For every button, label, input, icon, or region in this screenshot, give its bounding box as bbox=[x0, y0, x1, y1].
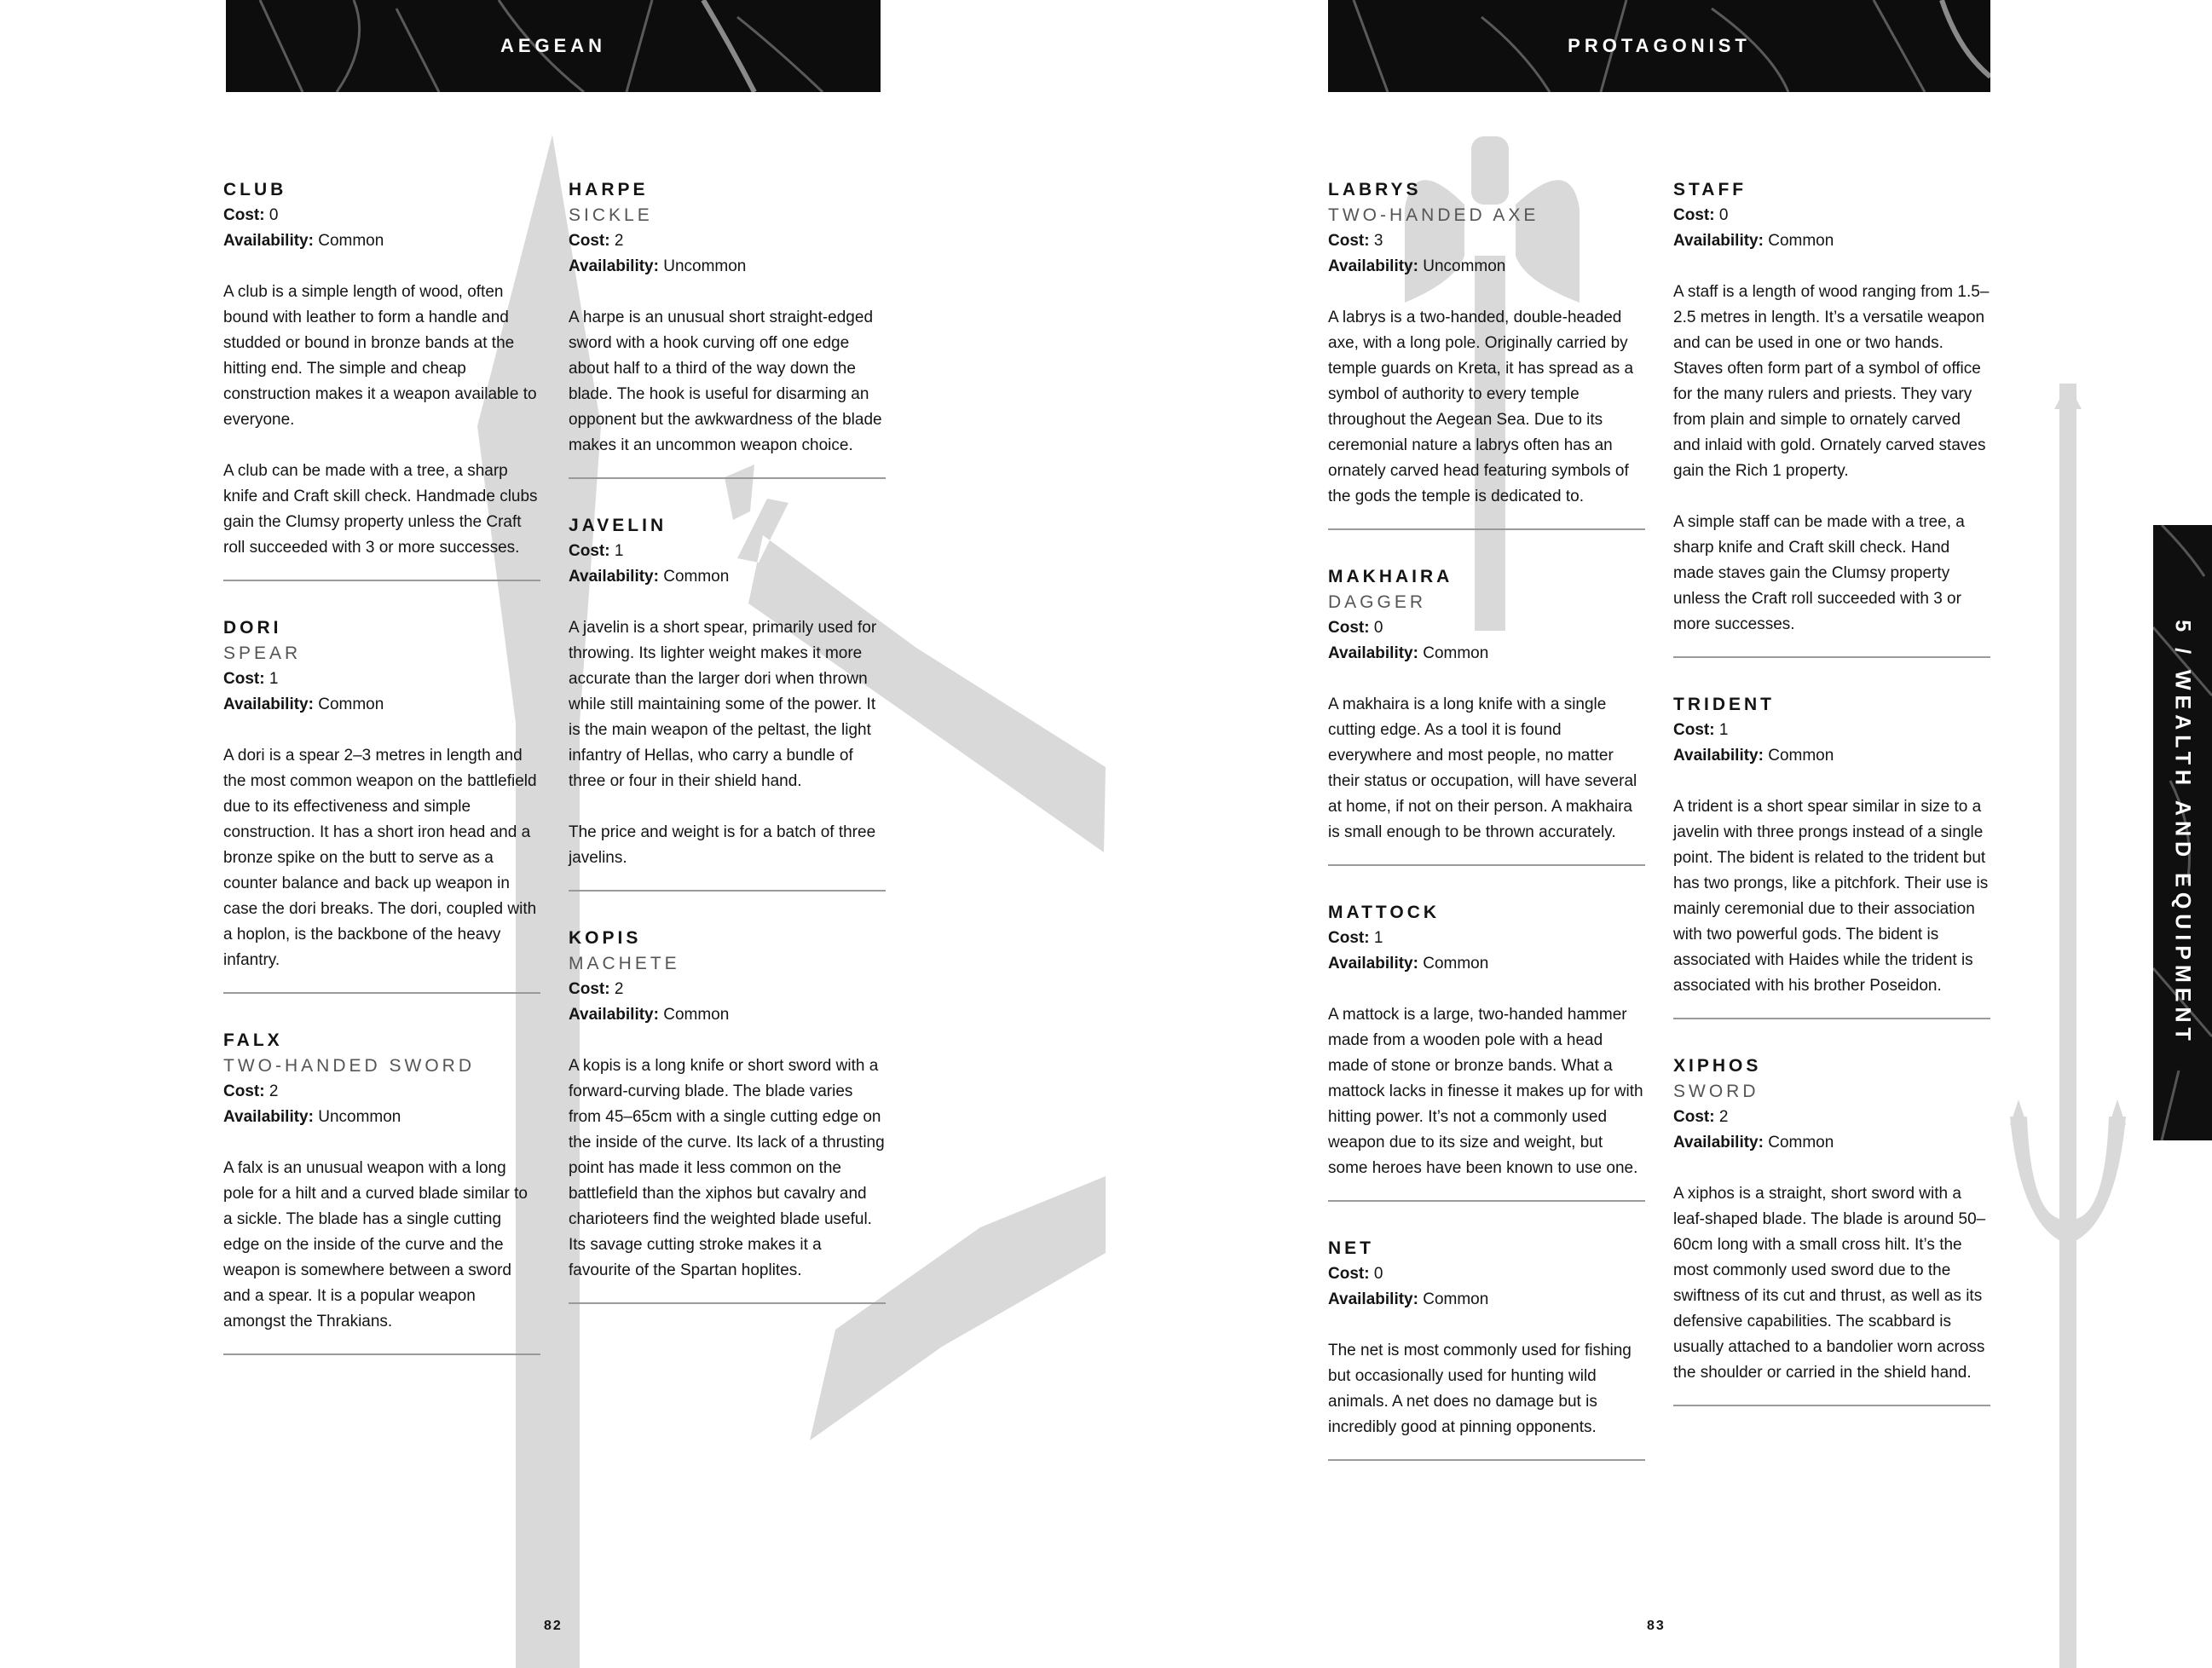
cost-value: 2 bbox=[614, 232, 624, 250]
weapon-availability bbox=[1328, 641, 1645, 667]
weapon-name: MATTOCK bbox=[1328, 903, 1441, 922]
weapon-cost bbox=[1328, 1261, 1645, 1287]
weapon-entry-xiphos bbox=[1673, 1053, 1990, 1406]
cost-value: 1 bbox=[269, 670, 279, 688]
availability-label: Availability: bbox=[1328, 955, 1418, 973]
availability-label: Availability: bbox=[569, 1006, 659, 1024]
weapon-name: HARPE bbox=[569, 180, 649, 199]
chapter-tab-label: 5 / WEALTH AND EQUIPMENT bbox=[2170, 620, 2195, 1046]
weapon-availability bbox=[1328, 254, 1645, 280]
right-column-2 bbox=[1673, 177, 1990, 1440]
weapon-description: A dori is a spear 2–3 metres in length and the most common weapon on the battlefield due to its effectiveness and simple construction. It has a short iron head and a bronze spike on the butt to serve as a counter balance and back up weapon in case the dori breaks. The dori, coupled with a hoplon, is the backbone of the heavy infantry. bbox=[223, 747, 537, 969]
weapon-entry-trident bbox=[1673, 692, 1990, 1019]
cost-label: Cost: bbox=[1328, 232, 1370, 250]
weapon-subtitle: SPEAR bbox=[223, 644, 302, 663]
availability-value: Common bbox=[318, 695, 384, 713]
availability-label: Availability: bbox=[223, 695, 314, 713]
weapon-entry-labrys bbox=[1328, 177, 1645, 530]
availability-value: Uncommon bbox=[663, 257, 747, 275]
weapon-name: KOPIS bbox=[569, 928, 642, 948]
cost-label: Cost: bbox=[223, 1082, 265, 1100]
availability-value: Common bbox=[1768, 232, 1834, 250]
page-number: 82 bbox=[544, 1619, 563, 1633]
availability-label: Availability: bbox=[1328, 257, 1418, 275]
weapon-cost bbox=[569, 228, 886, 254]
weapon-name: JAVELIN bbox=[569, 516, 667, 535]
weapon-cost bbox=[223, 203, 540, 228]
weapon-description: A harpe is an unusual short straight-edged sword with a hook curving off one edge about half to a third of the way down the blade. The hook is useful for disarming an opponent but the awkwardness of the blade makes it an uncommon weapon choice. bbox=[569, 309, 882, 454]
weapon-entry-dori bbox=[223, 615, 540, 994]
weapon-cost bbox=[1673, 718, 1990, 743]
weapon-subtitle: TWO-HANDED SWORD bbox=[223, 1056, 475, 1076]
weapon-availability bbox=[569, 1002, 886, 1028]
availability-value: Common bbox=[1768, 1134, 1834, 1151]
cost-value: 2 bbox=[269, 1082, 279, 1100]
cost-label: Cost: bbox=[1328, 619, 1370, 637]
weapon-availability bbox=[1673, 228, 1990, 254]
weapon-description: A labrys is a two-handed, double-headed axe, with a long pole. Originally carried by temple guards on Kreta, it has spread as a symbol of authority to every temple throughout the Aegean Sea. Due to its ceremonial nature a labrys often has an ornately carved head featuring symbols of the gods the temple is dedicated to. bbox=[1328, 309, 1634, 505]
availability-value: Common bbox=[1423, 644, 1489, 662]
weapon-entry-net bbox=[1328, 1236, 1645, 1461]
cost-value: 1 bbox=[614, 542, 624, 560]
weapon-name: XIPHOS bbox=[1673, 1056, 1762, 1076]
weapon-name: FALX bbox=[223, 1030, 283, 1050]
cost-value: 2 bbox=[1718, 1108, 1729, 1126]
availability-value: Uncommon bbox=[318, 1108, 401, 1126]
weapon-description: A club can be made with a tree, a sharp knife and Craft skill check. Handmade clubs gain the Clumsy property unless the Craft roll succeeded with 3 or more successes. bbox=[223, 462, 538, 557]
header-title: PROTAGONIST bbox=[1568, 35, 1751, 56]
weapon-subtitle: SWORD bbox=[1673, 1082, 1759, 1101]
cost-label: Cost: bbox=[223, 670, 265, 688]
weapon-description: The price and weight is for a batch of three javelins. bbox=[569, 823, 876, 867]
header-title: AEGEAN bbox=[500, 35, 607, 56]
weapon-description: A makhaira is a long knife with a single cutting edge. As a tool it is found everywhere and most people, no matter their status or occupation, will have several at home, if not on their person. A makhaira is small enough to be thrown accurately. bbox=[1328, 695, 1637, 841]
weapon-name: TRIDENT bbox=[1673, 695, 1775, 714]
weapon-entry-makhaira bbox=[1328, 564, 1645, 866]
weapon-availability bbox=[1673, 1130, 1990, 1156]
weapon-name: STAFF bbox=[1673, 180, 1747, 199]
chapter-tab[interactable] bbox=[2153, 525, 2212, 1140]
weapon-description: A xiphos is a straight, short sword with a leaf-shaped blade. The blade is around 50–60cm long with a small cross hilt. It’s the most commonly used sword due to the swiftness of its cut and thrust, as well as its defensive capabilities. The scabbard is usually attached to a bandolier worn across the shoulder or carried in the shield hand. bbox=[1673, 1185, 1986, 1382]
weapon-availability bbox=[1328, 951, 1645, 977]
weapon-silhouettes bbox=[1106, 0, 2212, 1668]
cost-label: Cost: bbox=[1328, 1265, 1370, 1283]
weapon-name: CLUB bbox=[223, 180, 287, 199]
cost-value: 0 bbox=[269, 206, 279, 224]
cost-value: 0 bbox=[1373, 619, 1383, 637]
availability-value: Uncommon bbox=[1423, 257, 1506, 275]
right-column-1 bbox=[1328, 177, 1645, 1495]
weapon-entry-staff bbox=[1673, 177, 1990, 658]
weapon-description: A kopis is a long knife or short sword with a forward-curving blade. The blade varies from 45–65cm with a single cutting edge on the inside of the curve. Its lack of a thrusting point has made it less common on the battlefield than the xiphos but cavalry and charioteers find the weighted blade useful. Its savage cutting stroke makes it a favourite of the Spartan hoplites. bbox=[569, 1057, 885, 1279]
cost-label: Cost: bbox=[1673, 721, 1715, 739]
cost-value: 1 bbox=[1373, 929, 1383, 947]
cost-label: Cost: bbox=[1673, 1108, 1715, 1126]
availability-label: Availability: bbox=[1673, 232, 1764, 250]
weapon-cost bbox=[569, 977, 886, 1002]
weapon-description: A falx is an unusual weapon with a long pole for a hilt and a curved blade similar to a sickle. The blade has a single cutting edge on the inside of the curve and the weapon is somewhere between a sword and a spear. It is a popular weapon amongst the Thrakians. bbox=[223, 1159, 528, 1330]
weapon-entry-club bbox=[223, 177, 540, 581]
weapon-availability bbox=[1673, 743, 1990, 769]
availability-label: Availability: bbox=[1328, 644, 1418, 662]
weapon-description: The net is most commonly used for fishing but occasionally used for hunting wild animals. A net does no damage but is incredibly good at pinning opponents. bbox=[1328, 1342, 1632, 1436]
availability-label: Availability: bbox=[1673, 1134, 1764, 1151]
cost-value: 0 bbox=[1373, 1265, 1383, 1283]
weapon-name: MAKHAIRA bbox=[1328, 567, 1453, 586]
weapon-entry-falx bbox=[223, 1028, 540, 1355]
cost-label: Cost: bbox=[569, 980, 610, 998]
availability-value: Common bbox=[1423, 1290, 1489, 1308]
availability-label: Availability: bbox=[1328, 1290, 1418, 1308]
weapon-description: A javelin is a short spear, primarily used for throwing. Its lighter weight makes it more accurate than the larger dori when thrown while still maintaining some of the power. It is the main weapon of the peltast, the light infantry of Hellas, who carry a bundle of three or four in their shield hand. bbox=[569, 619, 877, 790]
weapon-entry-javelin bbox=[569, 513, 886, 892]
left-column-1 bbox=[223, 177, 540, 1389]
weapon-availability bbox=[223, 228, 540, 254]
cost-value: 3 bbox=[1373, 232, 1383, 250]
availability-label: Availability: bbox=[569, 568, 659, 586]
weapon-subtitle: SICKLE bbox=[569, 205, 653, 225]
weapon-entry-mattock bbox=[1328, 900, 1645, 1202]
weapon-availability bbox=[1328, 1287, 1645, 1313]
weapon-name: LABRYS bbox=[1328, 180, 1422, 199]
weapon-subtitle: MACHETE bbox=[569, 954, 680, 973]
weapon-cost bbox=[569, 539, 886, 564]
weapon-cost bbox=[1673, 1105, 1990, 1130]
availability-label: Availability: bbox=[223, 1108, 314, 1126]
weapon-availability bbox=[223, 692, 540, 718]
availability-value: Common bbox=[1423, 955, 1489, 973]
availability-label: Availability: bbox=[1673, 747, 1764, 765]
availability-label: Availability: bbox=[223, 232, 314, 250]
weapon-description: A club is a simple length of wood, often bound with leather to form a handle and studded or bound in bronze bands at the hitting end. The simple and cheap construction makes it a weapon available to everyone. bbox=[223, 283, 537, 429]
left-column-2 bbox=[569, 177, 886, 1338]
availability-value: Common bbox=[1768, 747, 1834, 765]
weapon-description: A simple staff can be made with a tree, a sharp knife and Craft skill check. Hand made staves gain the Clumsy property unless the Craft roll succeeded with 3 or more successes. bbox=[1673, 513, 1965, 633]
availability-value: Common bbox=[318, 232, 384, 250]
weapon-subtitle: TWO-HANDED AXE bbox=[1328, 205, 1539, 225]
cost-label: Cost: bbox=[569, 232, 610, 250]
weapon-description: A trident is a short spear similar in size to a javelin with three prongs instead of a single point. The bident is related to the trident but has two prongs, like a pitchfork. Their use is mainly ceremonial due to their association with two powerful gods. The bident is associated with Haides while the trident is associated with his brother Poseidon. bbox=[1673, 798, 1989, 995]
weapon-availability bbox=[569, 564, 886, 590]
cost-label: Cost: bbox=[223, 206, 265, 224]
weapon-cost bbox=[223, 1079, 540, 1105]
cost-label: Cost: bbox=[569, 542, 610, 560]
weapon-entry-harpe bbox=[569, 177, 886, 479]
weapon-name: NET bbox=[1328, 1238, 1374, 1258]
weapon-description: A staff is a length of wood ranging from 1.5–2.5 metres in length. It’s a versatile weapon and can be used in one or two hands. Staves often form part of a symbol of office for the many rulers and priests. They vary from plain and simple to ornately carved and inlaid with gold. Ornately carved staves gain the Rich 1 property. bbox=[1673, 283, 1990, 480]
page-header bbox=[226, 0, 881, 92]
page-number: 83 bbox=[1647, 1619, 1666, 1633]
availability-label: Availability: bbox=[569, 257, 659, 275]
weapon-cost bbox=[223, 667, 540, 692]
weapon-cost bbox=[1673, 203, 1990, 228]
weapon-cost bbox=[1328, 926, 1645, 951]
cost-value: 2 bbox=[614, 980, 624, 998]
cost-label: Cost: bbox=[1328, 929, 1370, 947]
weapon-availability bbox=[569, 254, 886, 280]
page-header bbox=[1328, 0, 1990, 92]
cost-value: 1 bbox=[1718, 721, 1729, 739]
cost-value: 0 bbox=[1718, 206, 1729, 224]
weapon-description: A mattock is a large, two-handed hammer made from a wooden pole with a head made of stone or bronze bands. What a mattock lacks in finesse it makes up for with hitting power. It’s not a commonly used weapon due to its size and weight, but some heroes have been known to use one. bbox=[1328, 1006, 1643, 1177]
weapon-entry-kopis bbox=[569, 926, 886, 1304]
availability-value: Common bbox=[663, 1006, 730, 1024]
weapon-availability bbox=[223, 1105, 540, 1130]
weapon-subtitle: DAGGER bbox=[1328, 592, 1427, 612]
cost-label: Cost: bbox=[1673, 206, 1715, 224]
weapon-cost bbox=[1328, 228, 1645, 254]
weapon-cost bbox=[1328, 615, 1645, 641]
right-page bbox=[1106, 0, 2212, 1668]
weapon-name: DORI bbox=[223, 618, 282, 638]
availability-value: Common bbox=[663, 568, 730, 586]
